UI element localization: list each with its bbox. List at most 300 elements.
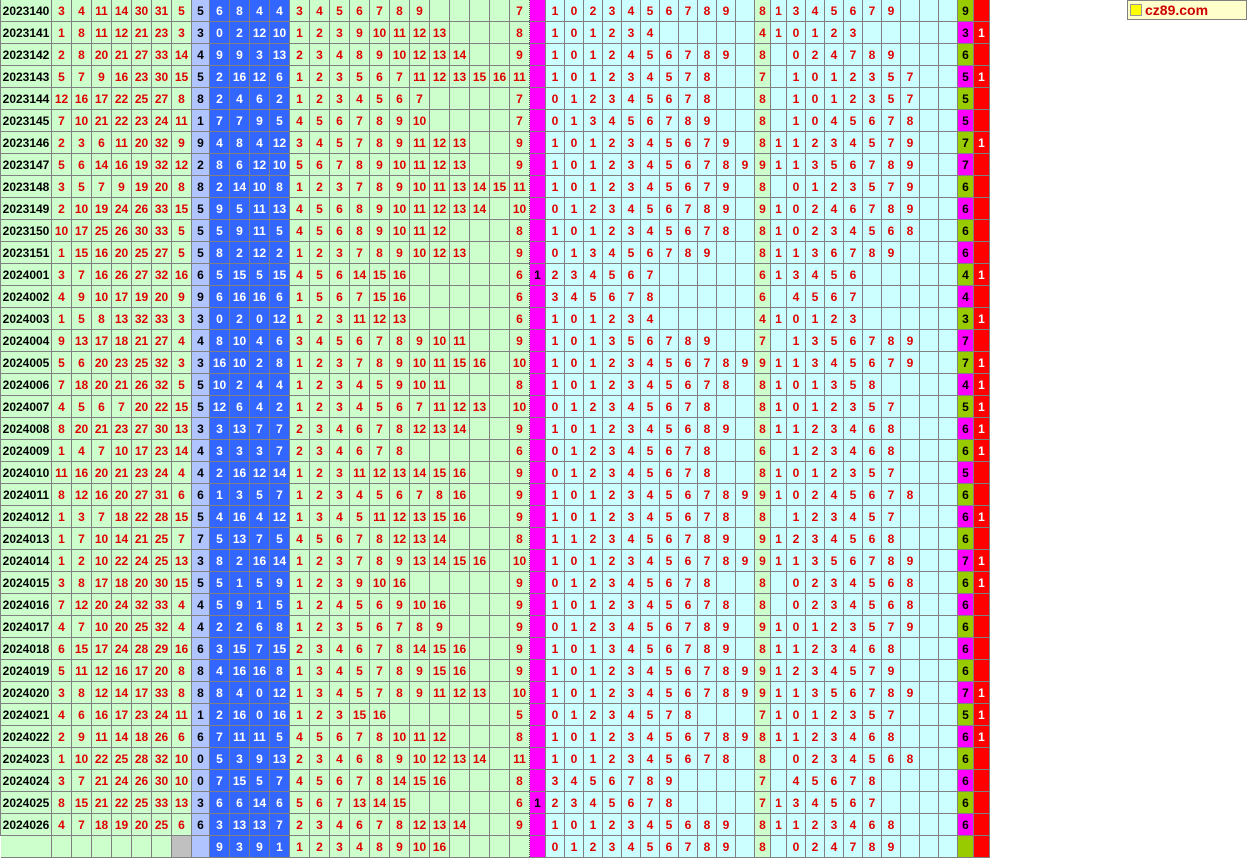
group-g-cell: 4 bbox=[641, 154, 660, 176]
group-g-cell bbox=[736, 506, 755, 528]
bonus-number: 16 bbox=[172, 264, 192, 286]
group-h-cell: 9 bbox=[755, 198, 771, 220]
group-i-cell: 4 bbox=[844, 594, 863, 616]
group-d-cell: 9 bbox=[250, 748, 270, 770]
table-row bbox=[1, 374, 990, 396]
group-e-cell: 3 bbox=[310, 660, 330, 682]
group-e-cell bbox=[450, 264, 470, 286]
issue-cell: 2024002 bbox=[1, 286, 52, 308]
group-j-cell: 7 bbox=[958, 682, 974, 704]
group-e-cell bbox=[490, 132, 510, 154]
group-e-cell: 13 bbox=[430, 44, 450, 66]
group-j-flag bbox=[974, 88, 990, 110]
main-number: 17 bbox=[92, 638, 112, 660]
group-g-cell bbox=[717, 770, 736, 792]
group-g-cell: 1 bbox=[584, 44, 603, 66]
issue-cell: 2024008 bbox=[1, 418, 52, 440]
group-h-flag bbox=[771, 66, 787, 88]
bonus-number: 9 bbox=[172, 286, 192, 308]
group-e-cell: 6 bbox=[310, 792, 330, 814]
main-number: 7 bbox=[72, 616, 92, 638]
group-i-cell: 8 bbox=[882, 726, 901, 748]
group-e-cell bbox=[430, 110, 450, 132]
group-g-cell: 6 bbox=[641, 110, 660, 132]
group-i-cell bbox=[901, 440, 920, 462]
group-d-cell: 12 bbox=[250, 242, 270, 264]
group-e-cell: 9 bbox=[370, 220, 390, 242]
group-e-cell: 8 bbox=[410, 616, 430, 638]
group-j-flag bbox=[974, 748, 990, 770]
group-i-cell: 6 bbox=[844, 792, 863, 814]
main-number: 20 bbox=[92, 594, 112, 616]
group-d-cell: 5 bbox=[210, 748, 230, 770]
group-e-cell: 8 bbox=[350, 154, 370, 176]
group-e-cell: 8 bbox=[390, 440, 410, 462]
group-e-cell: 3 bbox=[310, 440, 330, 462]
group-j-flag: 1 bbox=[974, 352, 990, 374]
group-e-cell bbox=[410, 286, 430, 308]
bonus-number: 4 bbox=[172, 330, 192, 352]
group-j-flag: 1 bbox=[974, 550, 990, 572]
group-e-cell bbox=[470, 286, 490, 308]
group-i-cell: 4 bbox=[787, 286, 806, 308]
group-d-cell: 5 bbox=[210, 572, 230, 594]
group-e-cell: 8 bbox=[390, 330, 410, 352]
group-e-cell: 9 bbox=[410, 0, 430, 22]
group-d-cell: 14 bbox=[230, 176, 250, 198]
group-e-cell bbox=[470, 132, 490, 154]
main-number: 4 bbox=[72, 440, 92, 462]
bonus-number: 11 bbox=[172, 704, 192, 726]
group-e-cell: 1 bbox=[290, 660, 310, 682]
group-e-cell: 5 bbox=[310, 528, 330, 550]
group-d-cell: 13 bbox=[250, 814, 270, 836]
group-d-cell: 0 bbox=[250, 308, 270, 330]
group-i-cell bbox=[920, 748, 939, 770]
main-number: 23 bbox=[132, 462, 152, 484]
group-g-cell: 2 bbox=[603, 594, 622, 616]
group-e-cell: 4 bbox=[330, 440, 350, 462]
group-i-cell: 2 bbox=[825, 704, 844, 726]
group-e-cell: 3 bbox=[330, 550, 350, 572]
main-number: 17 bbox=[92, 572, 112, 594]
group-f-cell: 10 bbox=[510, 352, 530, 374]
group-i-cell: 2 bbox=[806, 132, 825, 154]
group-g-cell: 6 bbox=[603, 286, 622, 308]
group-i-cell: 5 bbox=[882, 88, 901, 110]
main-number: 22 bbox=[112, 88, 132, 110]
group-e-cell: 11 bbox=[430, 682, 450, 704]
group-i-cell bbox=[863, 308, 882, 330]
group-e-cell: 1 bbox=[290, 88, 310, 110]
group-g-cell: 0 bbox=[565, 0, 584, 22]
main-number: 21 bbox=[132, 528, 152, 550]
group-e-cell bbox=[470, 726, 490, 748]
group-e-cell bbox=[490, 88, 510, 110]
group-e-cell: 6 bbox=[310, 154, 330, 176]
group-g-cell: 7 bbox=[698, 352, 717, 374]
group-f-cell: 9 bbox=[510, 132, 530, 154]
group-i-cell: 6 bbox=[844, 198, 863, 220]
group-d-cell: 7 bbox=[270, 418, 290, 440]
group-g-cell: 1 bbox=[546, 176, 565, 198]
group-j-flag bbox=[974, 660, 990, 682]
group-g-cell: 9 bbox=[717, 44, 736, 66]
group-g-cell: 1 bbox=[584, 176, 603, 198]
group-e-cell: 14 bbox=[370, 792, 390, 814]
group-g-cell: 4 bbox=[622, 88, 641, 110]
group-i-cell: 5 bbox=[825, 330, 844, 352]
group-g-cell: 1 bbox=[546, 308, 565, 330]
group-d-cell: 13 bbox=[270, 748, 290, 770]
group-i-cell: 2 bbox=[806, 572, 825, 594]
group-e-cell: 3 bbox=[330, 484, 350, 506]
group-e-cell: 9 bbox=[390, 110, 410, 132]
group-c-cell: 4 bbox=[192, 330, 210, 352]
main-number: 24 bbox=[112, 198, 132, 220]
group-d-cell: 6 bbox=[230, 154, 250, 176]
group-d-cell: 5 bbox=[210, 528, 230, 550]
group-e-cell: 3 bbox=[310, 506, 330, 528]
group-e-cell bbox=[410, 704, 430, 726]
main-number: 12 bbox=[112, 22, 132, 44]
group-i-cell: 7 bbox=[863, 0, 882, 22]
group-e-cell bbox=[490, 352, 510, 374]
main-number: 26 bbox=[132, 198, 152, 220]
group-g-cell: 8 bbox=[698, 836, 717, 858]
group-g-cell: 8 bbox=[698, 88, 717, 110]
group-g-cell bbox=[736, 638, 755, 660]
group-i-cell: 1 bbox=[806, 616, 825, 638]
group-h-cell: 8 bbox=[755, 836, 771, 858]
main-number: 5 bbox=[52, 154, 72, 176]
main-number: 4 bbox=[52, 704, 72, 726]
group-g-cell: 8 bbox=[698, 198, 717, 220]
group-i-cell bbox=[901, 44, 920, 66]
group-g-cell: 1 bbox=[546, 726, 565, 748]
main-number: 18 bbox=[112, 330, 132, 352]
group-g-cell: 1 bbox=[584, 594, 603, 616]
group-i-cell: 8 bbox=[901, 594, 920, 616]
group-e-cell: 1 bbox=[290, 308, 310, 330]
main-number: 4 bbox=[52, 814, 72, 836]
group-i-cell: 3 bbox=[825, 506, 844, 528]
group-e-cell: 5 bbox=[370, 396, 390, 418]
issue-cell: 2024006 bbox=[1, 374, 52, 396]
group-d-cell: 3 bbox=[230, 836, 250, 858]
group-h-cell: 7 bbox=[755, 704, 771, 726]
group-g-cell: 7 bbox=[679, 0, 698, 22]
group-h-cell: 8 bbox=[755, 0, 771, 22]
group-h-flag: 1 bbox=[771, 682, 787, 704]
group-e-cell: 2 bbox=[310, 22, 330, 44]
group-e-cell: 5 bbox=[350, 506, 370, 528]
group-e-cell: 14 bbox=[450, 418, 470, 440]
group-g-cell: 1 bbox=[546, 594, 565, 616]
group-i-cell: 0 bbox=[806, 66, 825, 88]
issue-cell: 2024009 bbox=[1, 440, 52, 462]
issue-cell: 2024024 bbox=[1, 770, 52, 792]
group-g-cell: 9 bbox=[736, 352, 755, 374]
group-d-cell: 0 bbox=[250, 704, 270, 726]
group-d-cell: 8 bbox=[270, 352, 290, 374]
group-d-cell: 3 bbox=[250, 440, 270, 462]
group-i-cell bbox=[920, 418, 939, 440]
group-e-cell bbox=[490, 308, 510, 330]
group-d-cell: 7 bbox=[230, 110, 250, 132]
group-e-cell: 1 bbox=[290, 242, 310, 264]
group-g-cell: 2 bbox=[584, 396, 603, 418]
group-i-cell: 5 bbox=[806, 770, 825, 792]
group-e-cell: 12 bbox=[430, 66, 450, 88]
table-row bbox=[1, 572, 990, 594]
group-d-cell: 5 bbox=[270, 220, 290, 242]
group-i-cell bbox=[901, 308, 920, 330]
group-e-cell: 8 bbox=[390, 638, 410, 660]
group-i-cell: 2 bbox=[806, 814, 825, 836]
group-e-cell: 1 bbox=[290, 352, 310, 374]
group-g-cell: 6 bbox=[679, 550, 698, 572]
group-h-cell: 9 bbox=[755, 550, 771, 572]
group-g-cell: 9 bbox=[717, 198, 736, 220]
group-i-cell: 1 bbox=[806, 396, 825, 418]
group-d-cell: 16 bbox=[250, 286, 270, 308]
group-g-cell: 5 bbox=[660, 374, 679, 396]
group-g-cell: 1 bbox=[584, 308, 603, 330]
main-number: 8 bbox=[72, 44, 92, 66]
group-i-cell bbox=[939, 220, 958, 242]
main-number: 26 bbox=[132, 374, 152, 396]
group-e-cell bbox=[490, 330, 510, 352]
group-c-cell: 8 bbox=[192, 660, 210, 682]
main-number: 20 bbox=[92, 462, 112, 484]
group-e-cell bbox=[490, 682, 510, 704]
main-number: 14 bbox=[112, 0, 132, 22]
group-i-cell: 2 bbox=[806, 638, 825, 660]
group-e-cell: 7 bbox=[370, 814, 390, 836]
group-e-cell: 3 bbox=[330, 66, 350, 88]
group-e-cell: 7 bbox=[350, 352, 370, 374]
main-number: 20 bbox=[92, 352, 112, 374]
group-f-flag bbox=[530, 154, 546, 176]
group-g-cell bbox=[717, 110, 736, 132]
main-number: 25 bbox=[132, 616, 152, 638]
group-e-cell bbox=[470, 770, 490, 792]
group-g-cell: 1 bbox=[584, 660, 603, 682]
group-g-cell bbox=[679, 286, 698, 308]
group-g-cell: 6 bbox=[660, 528, 679, 550]
group-g-cell: 2 bbox=[603, 220, 622, 242]
group-g-cell bbox=[736, 198, 755, 220]
group-e-cell bbox=[450, 572, 470, 594]
group-e-cell bbox=[430, 308, 450, 330]
group-d-cell: 16 bbox=[230, 660, 250, 682]
group-e-cell: 6 bbox=[330, 264, 350, 286]
group-g-cell: 9 bbox=[717, 528, 736, 550]
group-d-cell: 7 bbox=[250, 418, 270, 440]
main-number: 33 bbox=[152, 682, 172, 704]
group-g-cell: 5 bbox=[660, 154, 679, 176]
table-row bbox=[1, 770, 990, 792]
group-j-flag bbox=[974, 814, 990, 836]
main-number: 7 bbox=[52, 594, 72, 616]
group-h-flag: 1 bbox=[771, 528, 787, 550]
group-g-cell bbox=[736, 396, 755, 418]
group-i-cell bbox=[901, 638, 920, 660]
group-g-cell: 7 bbox=[698, 660, 717, 682]
group-j-flag: 1 bbox=[974, 396, 990, 418]
group-i-cell: 6 bbox=[882, 748, 901, 770]
group-g-cell: 8 bbox=[679, 242, 698, 264]
group-e-cell: 7 bbox=[350, 176, 370, 198]
main-number: 24 bbox=[112, 638, 132, 660]
group-j-cell: 6 bbox=[958, 484, 974, 506]
group-i-cell: 0 bbox=[787, 704, 806, 726]
group-d-cell: 7 bbox=[210, 110, 230, 132]
main-number: 33 bbox=[152, 44, 172, 66]
group-i-cell bbox=[920, 594, 939, 616]
logo-square-icon bbox=[1130, 4, 1142, 16]
group-e-cell: 12 bbox=[450, 396, 470, 418]
group-g-cell: 7 bbox=[660, 110, 679, 132]
group-f-cell: 10 bbox=[510, 198, 530, 220]
main-number: 20 bbox=[132, 572, 152, 594]
group-e-cell: 9 bbox=[410, 330, 430, 352]
group-f-flag bbox=[530, 836, 546, 858]
group-j-cell: 3 bbox=[958, 308, 974, 330]
bonus-number: 14 bbox=[172, 44, 192, 66]
group-j-flag bbox=[974, 770, 990, 792]
group-i-cell bbox=[882, 374, 901, 396]
group-g-cell: 3 bbox=[603, 0, 622, 22]
group-e-cell: 15 bbox=[430, 462, 450, 484]
group-d-cell: 6 bbox=[270, 330, 290, 352]
group-g-cell: 8 bbox=[679, 330, 698, 352]
group-i-cell bbox=[920, 154, 939, 176]
group-f-flag bbox=[530, 660, 546, 682]
group-g-cell: 4 bbox=[584, 792, 603, 814]
group-e-cell: 8 bbox=[390, 814, 410, 836]
group-i-cell bbox=[920, 616, 939, 638]
group-j-cell bbox=[958, 836, 974, 858]
group-e-cell: 2 bbox=[310, 594, 330, 616]
group-g-cell bbox=[736, 704, 755, 726]
group-i-cell bbox=[939, 44, 958, 66]
group-e-cell bbox=[490, 198, 510, 220]
issue-cell: 2024015 bbox=[1, 572, 52, 594]
main-number: 4 bbox=[52, 616, 72, 638]
group-e-cell: 9 bbox=[390, 748, 410, 770]
group-h-flag: 1 bbox=[771, 638, 787, 660]
group-g-cell: 6 bbox=[679, 418, 698, 440]
group-e-cell: 12 bbox=[450, 682, 470, 704]
group-i-cell: 3 bbox=[825, 374, 844, 396]
group-i-cell: 5 bbox=[863, 572, 882, 594]
group-e-cell: 14 bbox=[430, 528, 450, 550]
group-c-cell: 2 bbox=[192, 154, 210, 176]
main-number: 7 bbox=[92, 506, 112, 528]
group-i-cell: 7 bbox=[901, 66, 920, 88]
group-g-cell: 9 bbox=[698, 110, 717, 132]
group-i-cell bbox=[939, 154, 958, 176]
group-i-cell: 3 bbox=[825, 132, 844, 154]
main-number: 8 bbox=[72, 682, 92, 704]
group-i-cell bbox=[920, 440, 939, 462]
group-i-cell: 3 bbox=[825, 638, 844, 660]
bonus-number: 8 bbox=[172, 88, 192, 110]
group-g-cell: 5 bbox=[641, 638, 660, 660]
group-g-cell: 0 bbox=[546, 88, 565, 110]
group-f-flag bbox=[530, 682, 546, 704]
group-i-cell: 0 bbox=[787, 616, 806, 638]
group-e-cell: 1 bbox=[290, 704, 310, 726]
group-i-cell bbox=[939, 88, 958, 110]
group-e-cell bbox=[470, 814, 490, 836]
group-g-cell: 2 bbox=[546, 264, 565, 286]
main-number: 24 bbox=[112, 770, 132, 792]
group-e-cell: 7 bbox=[370, 330, 390, 352]
group-g-cell: 8 bbox=[717, 154, 736, 176]
group-i-cell: 0 bbox=[787, 836, 806, 858]
group-e-cell: 6 bbox=[350, 0, 370, 22]
group-i-cell: 3 bbox=[825, 748, 844, 770]
group-g-cell bbox=[736, 572, 755, 594]
issue-cell: 2024004 bbox=[1, 330, 52, 352]
group-i-cell: 1 bbox=[787, 352, 806, 374]
group-g-cell: 0 bbox=[565, 44, 584, 66]
group-i-cell: 3 bbox=[806, 682, 825, 704]
group-i-cell: 4 bbox=[825, 528, 844, 550]
main-number bbox=[72, 836, 92, 858]
group-g-cell: 8 bbox=[698, 528, 717, 550]
group-j-flag: 1 bbox=[974, 704, 990, 726]
group-e-cell bbox=[450, 22, 470, 44]
group-g-cell: 6 bbox=[679, 154, 698, 176]
group-e-cell: 7 bbox=[410, 396, 430, 418]
group-i-cell: 1 bbox=[787, 682, 806, 704]
group-g-cell: 5 bbox=[660, 418, 679, 440]
group-f-cell: 9 bbox=[510, 572, 530, 594]
group-e-cell: 12 bbox=[390, 506, 410, 528]
group-g-cell: 7 bbox=[679, 572, 698, 594]
group-g-cell: 6 bbox=[679, 814, 698, 836]
group-d-cell: 8 bbox=[210, 154, 230, 176]
group-j-flag: 1 bbox=[974, 308, 990, 330]
group-i-cell: 1 bbox=[787, 506, 806, 528]
group-j-cell: 6 bbox=[958, 528, 974, 550]
group-e-cell bbox=[450, 770, 470, 792]
issue-cell: 2023151 bbox=[1, 242, 52, 264]
group-g-cell: 3 bbox=[603, 836, 622, 858]
group-d-cell: 12 bbox=[250, 66, 270, 88]
group-h-flag: 1 bbox=[771, 0, 787, 22]
group-j-cell: 6 bbox=[958, 660, 974, 682]
group-e-cell: 8 bbox=[370, 770, 390, 792]
main-number: 21 bbox=[112, 374, 132, 396]
group-g-cell: 0 bbox=[546, 462, 565, 484]
group-e-cell: 11 bbox=[370, 506, 390, 528]
group-g-cell: 1 bbox=[546, 638, 565, 660]
group-g-cell bbox=[736, 374, 755, 396]
group-e-cell: 1 bbox=[290, 616, 310, 638]
table-row bbox=[1, 748, 990, 770]
group-i-cell: 7 bbox=[882, 110, 901, 132]
group-e-cell: 1 bbox=[290, 374, 310, 396]
main-number: 21 bbox=[132, 22, 152, 44]
group-d-cell: 15 bbox=[230, 264, 250, 286]
issue-cell: 2023143 bbox=[1, 66, 52, 88]
group-e-cell bbox=[470, 638, 490, 660]
